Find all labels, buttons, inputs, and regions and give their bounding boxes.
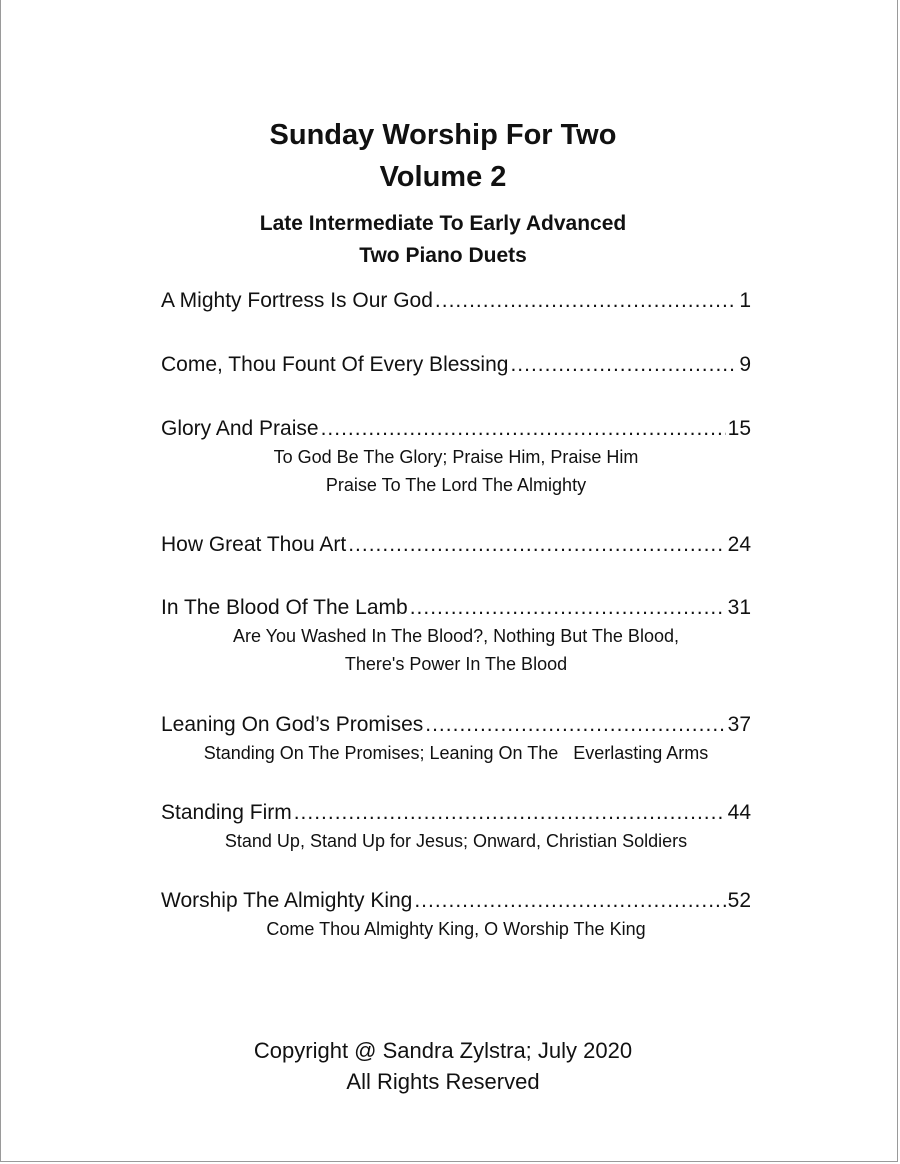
toc-entry <box>161 287 751 315</box>
toc-leader-dots <box>410 594 726 622</box>
rights-reserved-line: All Rights Reserved <box>346 1069 540 1094</box>
toc-entry-title: Come, Thou Fount Of Every Blessing <box>161 353 509 376</box>
toc-entry <box>161 711 751 767</box>
toc-entry-title: In The Blood Of The Lamb <box>161 596 408 619</box>
toc-leader-dots <box>510 351 737 379</box>
toc-entry-page: 1 <box>739 289 751 312</box>
toc-entry-medley-songs: Come Thou Almighty King, O Worship The King <box>266 919 646 939</box>
toc-entry-page: 52 <box>727 889 751 912</box>
toc-entry <box>161 531 751 559</box>
toc-entry-title: Standing Firm <box>161 801 292 824</box>
toc-entry-title: How Great Thou Art <box>161 533 347 556</box>
toc-entry-page: 37 <box>727 713 751 736</box>
toc-entry-medley-songs: There's Power In The Blood <box>344 654 568 674</box>
toc-entry <box>161 887 751 943</box>
difficulty-level: Late Intermediate To Early Advanced <box>259 212 627 235</box>
toc-entry-page: 9 <box>739 353 751 376</box>
toc-entry-page: 15 <box>727 417 751 440</box>
toc-entry <box>161 594 751 678</box>
toc-entry-medley-songs: Praise To The Lord The Almighty <box>325 475 587 495</box>
toc-entry-title: A Mighty Fortress Is Our God <box>161 289 433 312</box>
toc-entry-page: 24 <box>727 533 751 556</box>
toc-entry-medley-songs: Stand Up, Stand Up for Jesus; Onward, Christian Soldiers <box>224 831 688 851</box>
toc-entry-page: 31 <box>727 596 751 619</box>
toc-entry-title: Worship The Almighty King <box>161 889 413 912</box>
toc-leader-dots <box>435 287 737 315</box>
toc-leader-dots <box>294 799 726 827</box>
toc-entry <box>161 351 751 379</box>
toc-leader-dots <box>348 531 725 559</box>
document-header <box>0 114 886 272</box>
toc-entry-medley-songs: Are You Washed In The Blood?, Nothing But The Blood, <box>233 626 679 646</box>
toc-entry <box>161 415 751 499</box>
copyright-line: Copyright @ Sandra Zylstra; July 2020 <box>253 1038 633 1063</box>
toc-entry-title: Glory And Praise <box>161 417 319 440</box>
toc-entry-page: 44 <box>727 801 751 824</box>
toc-entry-title: Leaning On God’s Promises <box>161 713 424 736</box>
book-title: Sunday Worship For Two <box>269 119 617 151</box>
copyright-notice <box>0 1035 886 1097</box>
toc-leader-dots <box>321 415 726 443</box>
toc-entry-medley-songs: To God Be The Glory; Praise Him, Praise Him <box>273 447 639 467</box>
toc-leader-dots <box>425 711 725 739</box>
toc-entry-medley-songs: Standing On The Promises; Leaning On The Everlasting Arms <box>203 743 709 763</box>
arrangement-type: Two Piano Duets <box>359 244 527 267</box>
toc-entry <box>161 799 751 855</box>
book-volume: Volume 2 <box>379 161 507 193</box>
toc-leader-dots <box>414 887 725 915</box>
